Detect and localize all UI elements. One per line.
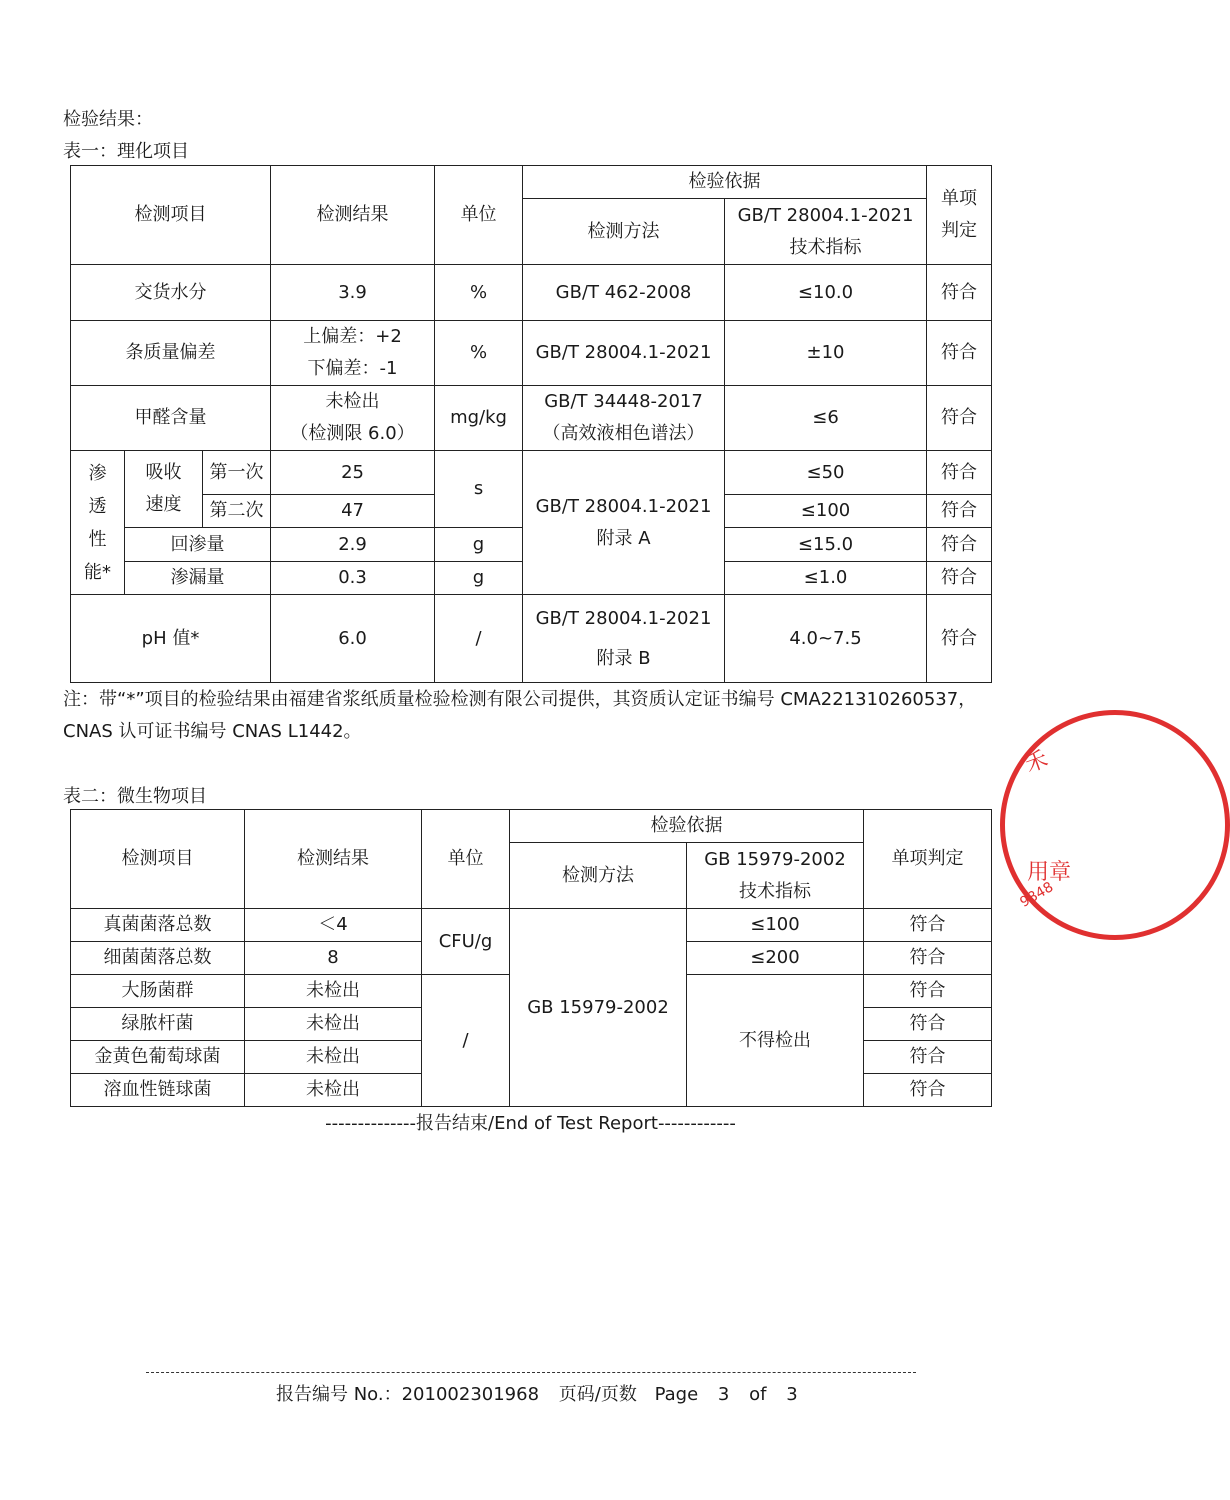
row-verdict: 符合 <box>864 909 992 942</box>
row-method-line1: GB/T 28004.1-2021 <box>535 495 712 517</box>
row-result-line1: 上偏差：+2 <box>303 326 402 347</box>
header-unit: 单位 <box>435 166 523 265</box>
row-verdict: 符合 <box>927 495 992 528</box>
table-row <box>71 451 992 495</box>
page-label: 页码/页数 <box>558 1384 637 1405</box>
row-unit: % <box>435 321 523 386</box>
row-unit: % <box>435 265 523 321</box>
table-row <box>71 909 992 942</box>
row-spec: ±10 <box>725 321 927 386</box>
row-result: 未检出 <box>245 1041 422 1074</box>
row-item: 溶血性链球菌 <box>71 1074 245 1107</box>
row-verdict: 符合 <box>927 595 992 683</box>
page-current: 3 <box>717 1384 730 1405</box>
row-method-line2: （高效液相色谱法） <box>542 423 705 444</box>
row-verdict: 符合 <box>927 451 992 495</box>
row-result: 未检出 <box>245 1074 422 1107</box>
row-spec: ≤15.0 <box>725 528 927 562</box>
header-spec-line1: GB 15979-2002 <box>704 848 846 870</box>
row-spec: ≤1.0 <box>725 562 927 595</box>
header-spec-line2: 技术指标 <box>739 880 811 902</box>
report-no-label: 报告编号 No.： <box>276 1384 402 1405</box>
header-spec <box>725 199 927 265</box>
row-method <box>523 386 725 451</box>
row-method: GB/T 462-2008 <box>523 265 725 321</box>
row-result-line2: 下偏差：-1 <box>307 358 398 379</box>
row-result-line1: 未检出 <box>325 391 380 412</box>
page-total: 3 <box>786 1384 798 1405</box>
end-of-report: --------------报告结束/End of Test Report------------ <box>325 1113 736 1134</box>
second-label: 第二次 <box>203 495 271 528</box>
header-method: 检测方法 <box>510 843 687 909</box>
row-method: GB/T 28004.1-2021 <box>523 321 725 386</box>
row-result: 25 <box>271 451 435 495</box>
row-item: 金黄色葡萄球菌 <box>71 1041 245 1074</box>
row-item: 交货水分 <box>71 265 271 321</box>
page-word: Page <box>654 1384 699 1405</box>
header-method: 检测方法 <box>523 199 725 265</box>
row-spec: ≤6 <box>725 386 927 451</box>
row-unit: g <box>435 562 523 595</box>
row-verdict: 符合 <box>927 562 992 595</box>
row-method: GB 15979-2002 <box>510 909 687 1107</box>
absorb-line2: 速度 <box>145 494 182 515</box>
row-verdict: 符合 <box>927 528 992 562</box>
row-verdict: 符合 <box>864 1074 992 1107</box>
row-unit: / <box>435 595 523 683</box>
row-spec: ≤50 <box>725 451 927 495</box>
of-word: of <box>749 1384 767 1405</box>
row-item: 真菌菌落总数 <box>71 909 245 942</box>
row-method-line2: 附录 A <box>596 527 651 549</box>
header-item: 检测项目 <box>71 810 245 909</box>
row-result: 47 <box>271 495 435 528</box>
results-heading: 检验结果： <box>63 109 153 130</box>
rewet-label: 回渗量 <box>125 528 271 562</box>
header-verdict-line2: 判定 <box>941 220 978 241</box>
row-unit: / <box>422 975 510 1107</box>
row-item: 大肠菌群 <box>71 975 245 1008</box>
row-verdict: 符合 <box>927 386 992 451</box>
first-label: 第一次 <box>203 451 271 495</box>
row-verdict: 符合 <box>864 1008 992 1041</box>
row-verdict: 符合 <box>864 1041 992 1074</box>
row-method-line1: GB/T 34448-2017 <box>544 391 703 412</box>
header-result: 检测结果 <box>245 810 422 909</box>
row-result-line2: （检测限 6.0） <box>290 423 415 444</box>
row-unit: g <box>435 528 523 562</box>
table-row <box>71 595 992 683</box>
header-unit: 单位 <box>422 810 510 909</box>
row-item: 细菌菌落总数 <box>71 942 245 975</box>
microbial-table <box>70 809 992 1107</box>
row-verdict: 符合 <box>927 321 992 386</box>
group-char: 能* <box>84 561 111 583</box>
row-spec: 不得检出 <box>687 975 864 1107</box>
seal-char: 章 <box>1049 860 1072 885</box>
header-result: 检测结果 <box>271 166 435 265</box>
header-spec-line2: 技术指标 <box>789 236 862 258</box>
table-row <box>71 265 992 321</box>
row-method-line2: 附录 B <box>596 647 651 669</box>
header-spec-line1: GB/T 28004.1-2021 <box>737 204 914 226</box>
note-line2: CNAS 认可证书编号 CNAS L1442。 <box>63 721 362 742</box>
row-spec: ≤10.0 <box>725 265 927 321</box>
row-result: 未检出 <box>245 975 422 1008</box>
row-result <box>271 386 435 451</box>
header-verdict: 单项判定 <box>864 810 992 909</box>
row-spec: ≤100 <box>687 909 864 942</box>
row-result <box>271 321 435 386</box>
footer <box>276 1383 798 1407</box>
report-no: 201002301968 <box>401 1384 540 1405</box>
footer-divider <box>146 1372 916 1373</box>
table2-title: 表二：微生物项目 <box>63 786 207 807</box>
table1-title: 表一：理化项目 <box>63 141 189 162</box>
seal-char: 禾 <box>1022 746 1052 778</box>
row-spec: 4.0~7.5 <box>725 595 927 683</box>
row-result: 未检出 <box>245 1008 422 1041</box>
header-verdict <box>927 166 992 265</box>
row-result: 0.3 <box>271 562 435 595</box>
row-verdict: 符合 <box>864 942 992 975</box>
group-char: 渗 <box>88 462 107 484</box>
row-method <box>523 451 725 595</box>
physicochemical-table <box>70 165 992 683</box>
seal-digits: 9848 <box>1017 879 1057 911</box>
row-unit: CFU/g <box>422 909 510 975</box>
absorb-line1: 吸收 <box>145 462 182 483</box>
group-char: 性 <box>88 528 107 550</box>
header-verdict-line1: 单项 <box>941 188 978 209</box>
official-seal <box>1000 710 1230 940</box>
row-result: ＜4 <box>245 909 422 942</box>
header-spec <box>687 843 864 909</box>
group-char: 透 <box>88 495 107 517</box>
row-method <box>523 595 725 683</box>
header-basis: 检验依据 <box>523 166 927 199</box>
row-item: 甲醛含量 <box>71 386 271 451</box>
seal-char: 用 <box>1027 860 1050 885</box>
row-item: pH 值* <box>71 595 271 683</box>
leak-label: 渗漏量 <box>125 562 271 595</box>
table-row <box>71 386 992 451</box>
row-unit: mg/kg <box>435 386 523 451</box>
header-basis: 检验依据 <box>510 810 864 843</box>
note-line1: 注：带“*”项目的检验结果由福建省浆纸质量检验检测有限公司提供，其资质认定证书编号 CMA221310260537， <box>63 689 977 710</box>
row-verdict: 符合 <box>927 265 992 321</box>
penetration-group-label <box>71 451 125 595</box>
row-spec: ≤100 <box>725 495 927 528</box>
row-spec: ≤200 <box>687 942 864 975</box>
row-item: 绿脓杆菌 <box>71 1008 245 1041</box>
row-result: 2.9 <box>271 528 435 562</box>
row-result: 3.9 <box>271 265 435 321</box>
row-method-line1: GB/T 28004.1-2021 <box>535 607 712 629</box>
absorb-speed-label <box>125 451 203 528</box>
row-result: 6.0 <box>271 595 435 683</box>
row-unit: s <box>435 451 523 528</box>
row-verdict: 符合 <box>864 975 992 1008</box>
header-item: 检测项目 <box>71 166 271 265</box>
row-result: 8 <box>245 942 422 975</box>
table-row <box>71 321 992 386</box>
row-item: 条质量偏差 <box>71 321 271 386</box>
